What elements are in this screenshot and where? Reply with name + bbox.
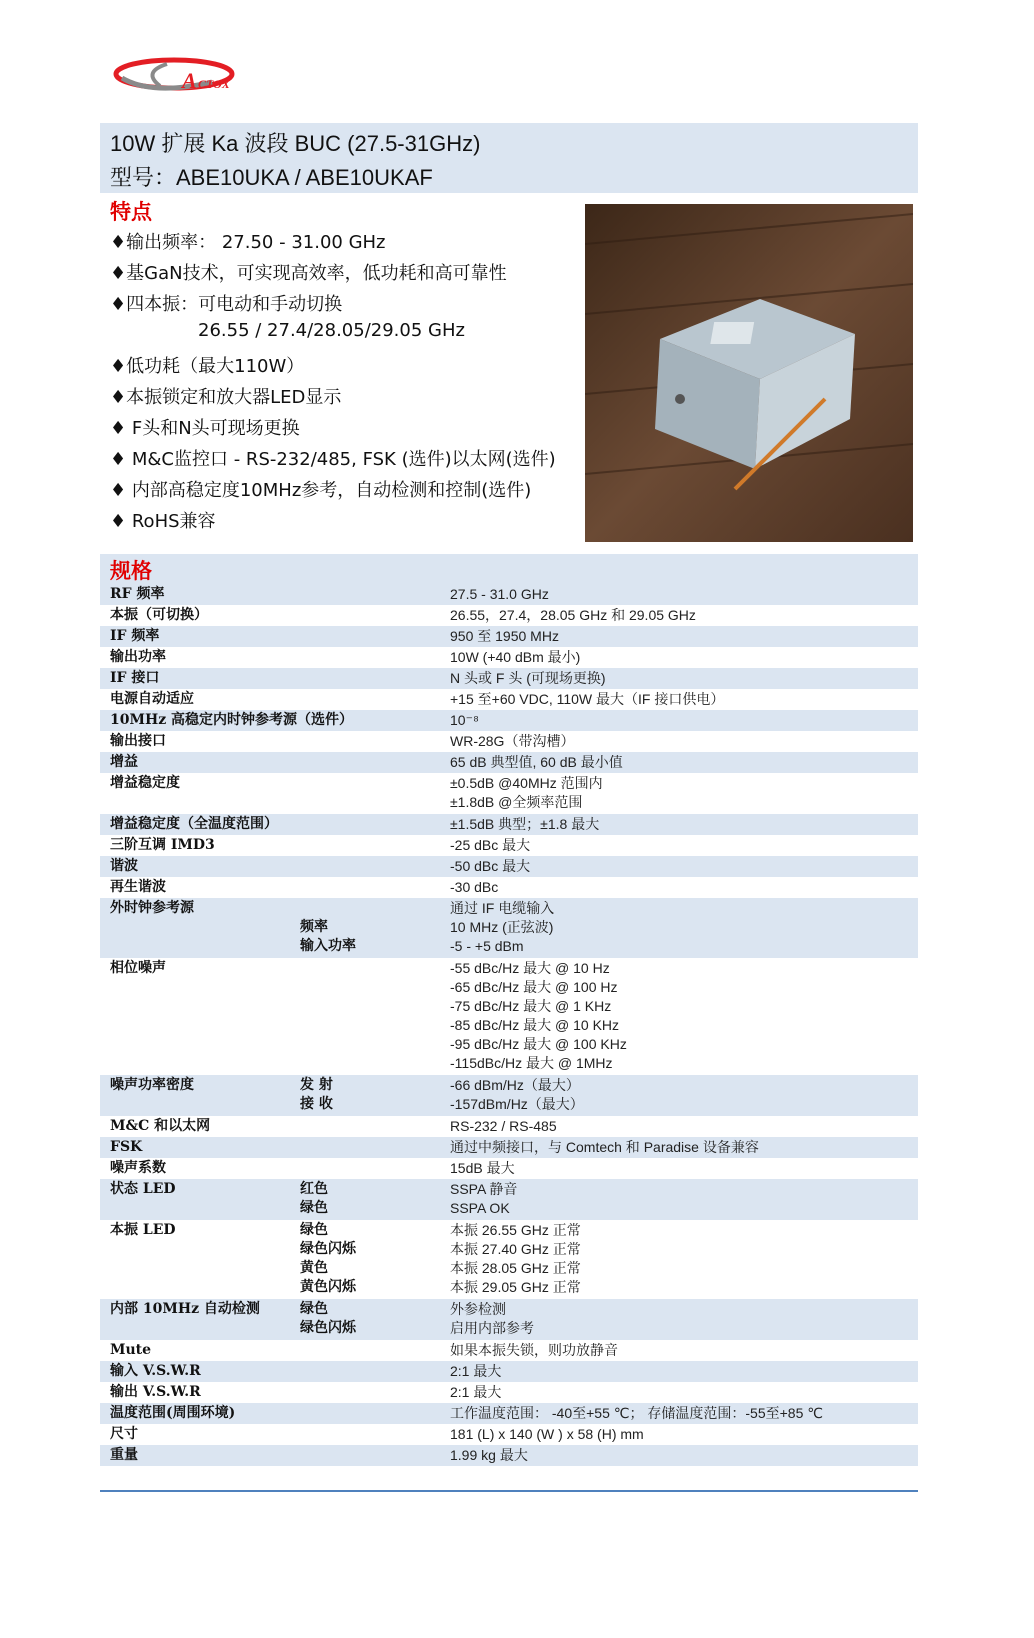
spec-sub-key: 绿色闪烁 — [300, 1320, 356, 1336]
spec-value: 如果本振失锁，则功放静音 — [450, 1342, 618, 1358]
spec-key: FSK — [110, 1139, 143, 1155]
spec-key: IF 接口 — [110, 670, 160, 686]
spec-value: 27.5 - 31.0 GHz — [450, 586, 549, 602]
spec-value: 本振 29.05 GHz 正常 — [450, 1279, 581, 1295]
spec-value: 10 MHz (正弦波) — [450, 919, 554, 935]
spec-value: -85 dBc/Hz 最大 @ 10 KHz — [450, 1017, 620, 1033]
spec-value: -66 dBm/Hz（最大） — [450, 1077, 580, 1093]
feature-item: ♦ F头和N头可现场更换 — [110, 418, 300, 439]
spec-sub-key: 绿色闪烁 — [300, 1241, 356, 1257]
spec-row — [100, 1361, 918, 1382]
spec-key: 三阶互调 IMD3 — [110, 837, 215, 853]
spec-key: 输入 V.S.W.R — [110, 1363, 201, 1379]
spec-key: 噪声系数 — [110, 1160, 166, 1176]
spec-row — [100, 1116, 918, 1137]
spec-row — [100, 898, 918, 958]
spec-value: -95 dBc/Hz 最大 @ 100 KHz — [450, 1036, 627, 1052]
spec-value: SSPA OK — [450, 1200, 510, 1216]
feature-item: ♦ M&C监控口 - RS-232/485, FSK (选件)以太网(选件) — [110, 449, 556, 470]
spec-key: Mute — [110, 1342, 152, 1358]
svg-text:CTOX: CTOX — [198, 77, 230, 91]
spec-value: 2:1 最大 — [450, 1363, 502, 1379]
spec-value: -50 dBc 最大 — [450, 858, 531, 874]
svg-text:A: A — [182, 68, 197, 93]
row-separator — [450, 1239, 918, 1240]
spec-value: 1.99 kg 最大 — [450, 1447, 528, 1463]
spec-value: 启用内部参考 — [450, 1320, 534, 1336]
spec-row — [100, 1179, 918, 1220]
spec-row — [100, 752, 918, 773]
spec-row — [100, 814, 918, 835]
spec-key: 相位噪声 — [110, 960, 166, 976]
row-separator — [450, 1015, 918, 1016]
spec-sub-key: 红色 — [300, 1181, 328, 1197]
spec-value: 通过中频接口，与 Comtech 和 Paradise 设备兼容 — [450, 1139, 759, 1155]
spec-key: 本振 LED — [110, 1222, 176, 1238]
spec-row — [100, 1158, 918, 1179]
spec-row — [100, 689, 918, 710]
spec-sub-key: 黄色 — [300, 1260, 328, 1276]
spec-value: 181 (L) x 140 (W ) x 58 (H) mm — [450, 1426, 644, 1442]
spec-value: 65 dB 典型值, 60 dB 最小值 — [450, 754, 623, 770]
spec-key: 电源自动适应 — [110, 691, 194, 707]
spec-value: N 头或 F 头 (可现场更换) — [450, 670, 606, 686]
spec-value: -55 dBc/Hz 最大 @ 10 Hz — [450, 960, 610, 976]
table-bottom-rule — [100, 1490, 918, 1492]
spec-row — [100, 1445, 918, 1466]
spec-row — [100, 1382, 918, 1403]
specs-heading: 规格 — [110, 559, 152, 583]
spec-row — [100, 1403, 918, 1424]
spec-value: RS-232 / RS-485 — [450, 1118, 557, 1134]
spec-value: ±1.5dB 典型；±1.8 最大 — [450, 816, 600, 832]
row-separator — [450, 1277, 918, 1278]
spec-key: M&C 和以太网 — [110, 1118, 211, 1134]
feature-item: ♦本振锁定和放大器LED显示 — [110, 387, 342, 408]
model-number: 型号：ABE10UKA / ABE10UKAF — [110, 165, 433, 190]
specs-heading-bar — [100, 554, 918, 584]
spec-sub-key: 绿色 — [300, 1200, 328, 1216]
spec-value: +15 至+60 VDC, 110W 最大（IF 接口供电） — [450, 691, 725, 707]
spec-row — [100, 1424, 918, 1445]
spec-value: 26.55，27.4，28.05 GHz 和 29.05 GHz — [450, 607, 696, 623]
row-separator — [450, 977, 918, 978]
spec-key: 温度范围(周围环境) — [110, 1405, 236, 1421]
spec-value: WR-28G（带沟槽） — [450, 733, 575, 749]
row-separator — [450, 1034, 918, 1035]
spec-value: SSPA 静音 — [450, 1181, 518, 1197]
spec-row — [100, 731, 918, 752]
company-logo — [112, 52, 254, 102]
spec-sub-key: 黄色闪烁 — [300, 1279, 356, 1295]
spec-key: 输出功率 — [110, 649, 166, 665]
spec-key: 尺寸 — [110, 1426, 138, 1442]
spec-key: 本振（可切换） — [110, 607, 208, 623]
spec-key: 输出接口 — [110, 733, 166, 749]
spec-value: -25 dBc 最大 — [450, 837, 531, 853]
spec-sub-key: 绿色 — [300, 1222, 328, 1238]
spec-sub-key: 输入功率 — [300, 938, 356, 954]
feature-item: ♦低功耗（最大110W） — [110, 356, 305, 377]
spec-value: -157dBm/Hz（最大） — [450, 1096, 584, 1112]
spec-value: ±1.8dB @全频率范围 — [450, 794, 583, 810]
spec-value: -30 dBc — [450, 879, 499, 895]
spec-key: 增益稳定度 — [110, 775, 180, 791]
spec-row — [100, 1299, 918, 1340]
spec-row — [100, 710, 918, 731]
spec-value: 10W (+40 dBm 最小) — [450, 649, 581, 665]
spec-value: 外参检测 — [450, 1301, 506, 1317]
spec-key: 内部 10MHz 自动检测 — [110, 1301, 260, 1317]
spec-value: 950 至 1950 MHz — [450, 628, 559, 644]
feature-item: 26.55 / 27.4/28.05/29.05 GHz — [198, 320, 465, 341]
spec-row — [100, 626, 918, 647]
feature-item: ♦ RoHS兼容 — [110, 511, 216, 532]
spec-value: 工作温度范围： -40至+55 ℃； 存储温度范围：-55至+85 ℃ — [450, 1405, 823, 1421]
spec-key: 输出 V.S.W.R — [110, 1384, 201, 1400]
spec-row — [100, 877, 918, 898]
spec-row — [100, 1220, 918, 1299]
spec-value: 2:1 最大 — [450, 1384, 502, 1400]
spec-key: 状态 LED — [110, 1181, 176, 1197]
spec-value: 本振 28.05 GHz 正常 — [450, 1260, 581, 1276]
spec-key: 谐波 — [110, 858, 138, 874]
spec-row — [100, 773, 918, 814]
spec-row — [100, 1075, 918, 1116]
spec-key: 外时钟参考源 — [110, 900, 194, 916]
feature-item: ♦输出频率： 27.50 - 31.00 GHz — [110, 232, 386, 253]
product-photo — [585, 204, 913, 542]
spec-key: IF 频率 — [110, 628, 160, 644]
spec-value: -75 dBc/Hz 最大 @ 1 KHz — [450, 998, 612, 1014]
spec-key: 噪声功率密度 — [110, 1077, 194, 1093]
row-separator — [450, 1258, 918, 1259]
spec-sub-key: 发 射 — [300, 1077, 333, 1093]
spec-value: 15dB 最大 — [450, 1160, 515, 1176]
spec-row — [100, 647, 918, 668]
spec-value: -115dBc/Hz 最大 @ 1MHz — [450, 1055, 613, 1071]
spec-value: -65 dBc/Hz 最大 @ 100 Hz — [450, 979, 618, 995]
feature-item: ♦ 内部高稳定度10MHz参考，自动检测和控制(选件) — [110, 480, 532, 501]
spec-row — [100, 668, 918, 689]
spec-row — [100, 1137, 918, 1158]
product-title: 10W 扩展 Ka 波段 BUC (27.5-31GHz) — [110, 131, 481, 156]
spec-sub-key: 绿色 — [300, 1301, 328, 1317]
spec-row — [100, 856, 918, 877]
spec-row — [100, 958, 918, 1075]
spec-row — [100, 605, 918, 626]
spec-sub-key: 频率 — [300, 919, 328, 935]
spec-row — [100, 1340, 918, 1361]
spec-value: 通过 IF 电缆输入 — [450, 900, 555, 916]
feature-item: ♦四本振：可电动和手动切换 — [110, 294, 343, 315]
spec-key: 增益 — [110, 754, 138, 770]
spec-row — [100, 835, 918, 856]
spec-value: ±0.5dB @40MHz 范围内 — [450, 775, 603, 791]
spec-sub-key: 接 收 — [300, 1096, 333, 1112]
spec-value: -5 - +5 dBm — [450, 938, 524, 954]
spec-key: 再生谐波 — [110, 879, 166, 895]
spec-row — [100, 584, 918, 605]
row-separator — [450, 1053, 918, 1054]
row-separator — [450, 996, 918, 997]
title-block — [100, 123, 918, 193]
spec-value: 本振 26.55 GHz 正常 — [450, 1222, 581, 1238]
spec-key: RF 频率 — [110, 586, 165, 602]
spec-value: 10⁻⁸ — [450, 712, 479, 728]
spec-key: 重量 — [110, 1447, 138, 1463]
feature-item: ♦基GaN技术，可实现高效率，低功耗和高可靠性 — [110, 263, 507, 284]
spec-value: 本振 27.40 GHz 正常 — [450, 1241, 581, 1257]
spec-key: 增益稳定度（全温度范围） — [110, 816, 278, 832]
features-heading: 特点 — [110, 200, 152, 224]
spec-key: 10MHz 高稳定内时钟参考源（选件） — [110, 712, 354, 728]
